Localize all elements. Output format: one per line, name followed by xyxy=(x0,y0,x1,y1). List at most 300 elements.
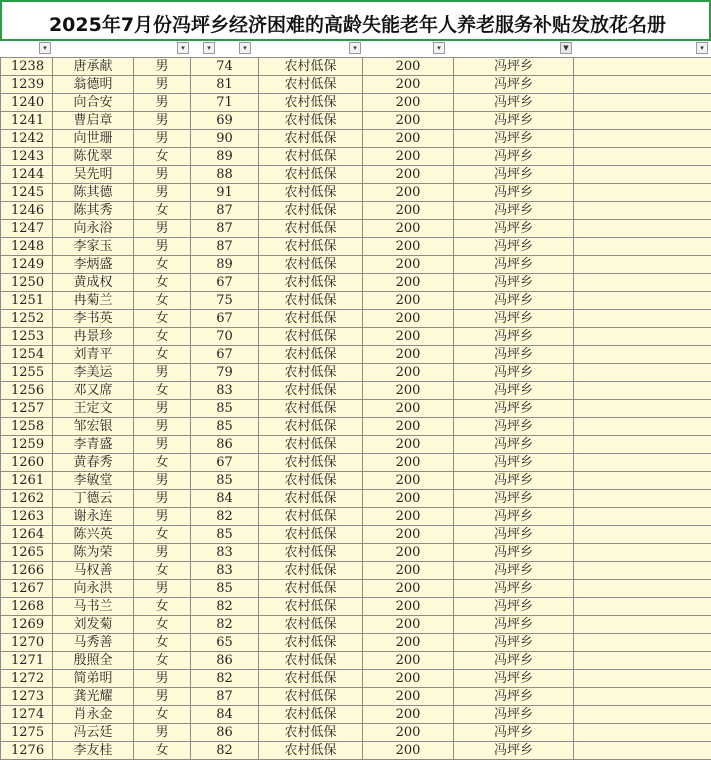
cell-amount[interactable]: 200 xyxy=(363,562,454,580)
cell-amount[interactable]: 200 xyxy=(363,382,454,400)
cell-name[interactable]: 刘发菊 xyxy=(53,616,134,634)
cell-empty[interactable] xyxy=(574,400,711,418)
table-row[interactable] xyxy=(1,130,711,148)
table-row[interactable] xyxy=(1,274,711,292)
cell-town[interactable]: 冯坪乡 xyxy=(454,544,574,562)
cell-amount[interactable]: 200 xyxy=(363,616,454,634)
cell-age[interactable]: 82 xyxy=(191,598,259,616)
cell-amount[interactable]: 200 xyxy=(363,256,454,274)
cell-town[interactable]: 冯坪乡 xyxy=(454,238,574,256)
cell-town[interactable]: 冯坪乡 xyxy=(454,490,574,508)
cell-empty[interactable] xyxy=(574,670,711,688)
cell-no[interactable]: 1240 xyxy=(1,94,53,112)
cell-name[interactable]: 陈优翠 xyxy=(53,148,134,166)
cell-town[interactable]: 冯坪乡 xyxy=(454,76,574,94)
cell-name[interactable]: 吴先明 xyxy=(53,166,134,184)
cell-name[interactable]: 冉菊兰 xyxy=(53,292,134,310)
table-row[interactable] xyxy=(1,328,711,346)
filter-dropdown-no[interactable]: ▾ xyxy=(39,42,51,54)
cell-town[interactable]: 冯坪乡 xyxy=(454,742,574,760)
table-row[interactable] xyxy=(1,238,711,256)
cell-age[interactable]: 65 xyxy=(191,634,259,652)
cell-sex[interactable]: 女 xyxy=(134,274,191,292)
cell-sex[interactable]: 女 xyxy=(134,310,191,328)
cell-type[interactable]: 农村低保 xyxy=(259,382,363,400)
cell-no[interactable]: 1245 xyxy=(1,184,53,202)
cell-town[interactable]: 冯坪乡 xyxy=(454,310,574,328)
cell-sex[interactable]: 男 xyxy=(134,400,191,418)
cell-type[interactable]: 农村低保 xyxy=(259,220,363,238)
cell-amount[interactable]: 200 xyxy=(363,112,454,130)
cell-empty[interactable] xyxy=(574,364,711,382)
cell-name[interactable]: 陈其秀 xyxy=(53,202,134,220)
cell-empty[interactable] xyxy=(574,526,711,544)
cell-age[interactable]: 75 xyxy=(191,292,259,310)
cell-amount[interactable]: 200 xyxy=(363,490,454,508)
cell-age[interactable]: 88 xyxy=(191,166,259,184)
table-row[interactable] xyxy=(1,166,711,184)
cell-age[interactable]: 83 xyxy=(191,562,259,580)
cell-type[interactable]: 农村低保 xyxy=(259,454,363,472)
cell-type[interactable]: 农村低保 xyxy=(259,526,363,544)
cell-age[interactable]: 85 xyxy=(191,400,259,418)
table-row[interactable] xyxy=(1,580,711,598)
cell-sex[interactable]: 女 xyxy=(134,382,191,400)
cell-age[interactable]: 85 xyxy=(191,418,259,436)
cell-type[interactable]: 农村低保 xyxy=(259,742,363,760)
cell-town[interactable]: 冯坪乡 xyxy=(454,58,574,76)
cell-age[interactable]: 86 xyxy=(191,652,259,670)
cell-town[interactable]: 冯坪乡 xyxy=(454,94,574,112)
cell-age[interactable]: 83 xyxy=(191,544,259,562)
cell-age[interactable]: 70 xyxy=(191,328,259,346)
cell-name[interactable]: 陈为荣 xyxy=(53,544,134,562)
cell-amount[interactable]: 200 xyxy=(363,166,454,184)
cell-amount[interactable]: 200 xyxy=(363,670,454,688)
cell-no[interactable]: 1248 xyxy=(1,238,53,256)
cell-sex[interactable]: 男 xyxy=(134,220,191,238)
cell-town[interactable]: 冯坪乡 xyxy=(454,616,574,634)
cell-type[interactable]: 农村低保 xyxy=(259,76,363,94)
cell-age[interactable]: 84 xyxy=(191,706,259,724)
cell-no[interactable]: 1273 xyxy=(1,688,53,706)
cell-age[interactable]: 89 xyxy=(191,256,259,274)
cell-sex[interactable]: 男 xyxy=(134,130,191,148)
cell-age[interactable]: 67 xyxy=(191,346,259,364)
cell-age[interactable]: 82 xyxy=(191,742,259,760)
table-row[interactable] xyxy=(1,256,711,274)
table-row[interactable] xyxy=(1,202,711,220)
cell-amount[interactable]: 200 xyxy=(363,364,454,382)
cell-empty[interactable] xyxy=(574,436,711,454)
cell-empty[interactable] xyxy=(574,508,711,526)
cell-no[interactable]: 1238 xyxy=(1,58,53,76)
cell-age[interactable]: 85 xyxy=(191,526,259,544)
cell-no[interactable]: 1267 xyxy=(1,580,53,598)
cell-empty[interactable] xyxy=(574,58,711,76)
cell-no[interactable]: 1262 xyxy=(1,490,53,508)
cell-name[interactable]: 冉景珍 xyxy=(53,328,134,346)
cell-no[interactable]: 1275 xyxy=(1,724,53,742)
cell-town[interactable]: 冯坪乡 xyxy=(454,220,574,238)
cell-amount[interactable]: 200 xyxy=(363,220,454,238)
table-row[interactable] xyxy=(1,724,711,742)
table-row[interactable] xyxy=(1,688,711,706)
table-row[interactable] xyxy=(1,706,711,724)
cell-name[interactable]: 李敏堂 xyxy=(53,472,134,490)
cell-name[interactable]: 陈兴英 xyxy=(53,526,134,544)
cell-empty[interactable] xyxy=(574,256,711,274)
cell-sex[interactable]: 女 xyxy=(134,562,191,580)
cell-amount[interactable]: 200 xyxy=(363,202,454,220)
cell-name[interactable]: 李美运 xyxy=(53,364,134,382)
cell-empty[interactable] xyxy=(574,688,711,706)
cell-name[interactable]: 李家玉 xyxy=(53,238,134,256)
cell-empty[interactable] xyxy=(574,706,711,724)
cell-type[interactable]: 农村低保 xyxy=(259,292,363,310)
table-row[interactable] xyxy=(1,58,711,76)
cell-town[interactable]: 冯坪乡 xyxy=(454,688,574,706)
cell-type[interactable]: 农村低保 xyxy=(259,256,363,274)
table-row[interactable] xyxy=(1,310,711,328)
cell-town[interactable]: 冯坪乡 xyxy=(454,166,574,184)
cell-empty[interactable] xyxy=(574,580,711,598)
cell-town[interactable]: 冯坪乡 xyxy=(454,670,574,688)
cell-type[interactable]: 农村低保 xyxy=(259,112,363,130)
table-row[interactable] xyxy=(1,94,711,112)
cell-no[interactable]: 1271 xyxy=(1,652,53,670)
cell-town[interactable]: 冯坪乡 xyxy=(454,400,574,418)
cell-sex[interactable]: 女 xyxy=(134,706,191,724)
cell-sex[interactable]: 女 xyxy=(134,328,191,346)
cell-amount[interactable]: 200 xyxy=(363,724,454,742)
cell-sex[interactable]: 女 xyxy=(134,346,191,364)
cell-name[interactable]: 向永洪 xyxy=(53,580,134,598)
cell-empty[interactable] xyxy=(574,598,711,616)
cell-amount[interactable]: 200 xyxy=(363,436,454,454)
cell-name[interactable]: 刘青平 xyxy=(53,346,134,364)
cell-town[interactable]: 冯坪乡 xyxy=(454,454,574,472)
cell-town[interactable]: 冯坪乡 xyxy=(454,328,574,346)
cell-amount[interactable]: 200 xyxy=(363,508,454,526)
cell-no[interactable]: 1242 xyxy=(1,130,53,148)
cell-empty[interactable] xyxy=(574,418,711,436)
filter-dropdown-type[interactable]: ▾ xyxy=(349,42,361,54)
filter-dropdown-sex[interactable]: ▾ xyxy=(203,42,215,54)
cell-empty[interactable] xyxy=(574,490,711,508)
table-row[interactable] xyxy=(1,742,711,760)
cell-empty[interactable] xyxy=(574,652,711,670)
cell-sex[interactable]: 男 xyxy=(134,580,191,598)
filter-dropdown-age[interactable]: ▾ xyxy=(239,42,251,54)
title-cell[interactable] xyxy=(0,0,711,41)
cell-age[interactable]: 83 xyxy=(191,382,259,400)
table-row[interactable] xyxy=(1,346,711,364)
cell-name[interactable]: 翁德明 xyxy=(53,76,134,94)
table-row[interactable] xyxy=(1,436,711,454)
cell-age[interactable]: 74 xyxy=(191,58,259,76)
cell-sex[interactable]: 男 xyxy=(134,166,191,184)
cell-amount[interactable]: 200 xyxy=(363,346,454,364)
cell-type[interactable]: 农村低保 xyxy=(259,706,363,724)
cell-empty[interactable] xyxy=(574,148,711,166)
cell-sex[interactable]: 男 xyxy=(134,544,191,562)
cell-amount[interactable]: 200 xyxy=(363,580,454,598)
cell-no[interactable]: 1243 xyxy=(1,148,53,166)
cell-type[interactable]: 农村低保 xyxy=(259,508,363,526)
table-row[interactable] xyxy=(1,544,711,562)
cell-sex[interactable]: 男 xyxy=(134,472,191,490)
cell-amount[interactable]: 200 xyxy=(363,400,454,418)
cell-amount[interactable]: 200 xyxy=(363,472,454,490)
cell-sex[interactable]: 女 xyxy=(134,634,191,652)
cell-type[interactable]: 农村低保 xyxy=(259,58,363,76)
cell-no[interactable]: 1244 xyxy=(1,166,53,184)
cell-town[interactable]: 冯坪乡 xyxy=(454,256,574,274)
cell-age[interactable]: 84 xyxy=(191,490,259,508)
cell-type[interactable]: 农村低保 xyxy=(259,544,363,562)
table-row[interactable] xyxy=(1,526,711,544)
cell-empty[interactable] xyxy=(574,112,711,130)
cell-name[interactable]: 肖永金 xyxy=(53,706,134,724)
cell-empty[interactable] xyxy=(574,472,711,490)
cell-type[interactable]: 农村低保 xyxy=(259,688,363,706)
cell-no[interactable]: 1253 xyxy=(1,328,53,346)
table-row[interactable] xyxy=(1,292,711,310)
cell-name[interactable]: 殷照全 xyxy=(53,652,134,670)
cell-town[interactable]: 冯坪乡 xyxy=(454,724,574,742)
cell-age[interactable]: 85 xyxy=(191,580,259,598)
cell-town[interactable]: 冯坪乡 xyxy=(454,184,574,202)
cell-town[interactable]: 冯坪乡 xyxy=(454,382,574,400)
cell-name[interactable]: 陈其德 xyxy=(53,184,134,202)
cell-age[interactable]: 87 xyxy=(191,238,259,256)
cell-age[interactable]: 87 xyxy=(191,688,259,706)
cell-town[interactable]: 冯坪乡 xyxy=(454,436,574,454)
cell-type[interactable]: 农村低保 xyxy=(259,652,363,670)
cell-empty[interactable] xyxy=(574,562,711,580)
cell-amount[interactable]: 200 xyxy=(363,688,454,706)
cell-town[interactable]: 冯坪乡 xyxy=(454,598,574,616)
cell-name[interactable]: 黄春秀 xyxy=(53,454,134,472)
cell-empty[interactable] xyxy=(574,454,711,472)
cell-sex[interactable]: 男 xyxy=(134,184,191,202)
cell-town[interactable]: 冯坪乡 xyxy=(454,130,574,148)
cell-sex[interactable]: 女 xyxy=(134,292,191,310)
table-row[interactable] xyxy=(1,112,711,130)
cell-sex[interactable]: 男 xyxy=(134,112,191,130)
cell-sex[interactable]: 男 xyxy=(134,436,191,454)
cell-name[interactable]: 向合安 xyxy=(53,94,134,112)
cell-no[interactable]: 1246 xyxy=(1,202,53,220)
cell-age[interactable]: 82 xyxy=(191,616,259,634)
cell-no[interactable]: 1272 xyxy=(1,670,53,688)
filter-dropdown-amount[interactable]: ▾ xyxy=(433,42,445,54)
cell-age[interactable]: 82 xyxy=(191,508,259,526)
cell-town[interactable]: 冯坪乡 xyxy=(454,292,574,310)
table-row[interactable] xyxy=(1,490,711,508)
cell-name[interactable]: 冯云廷 xyxy=(53,724,134,742)
cell-no[interactable]: 1274 xyxy=(1,706,53,724)
filter-active-icon[interactable]: ▼ xyxy=(560,42,572,54)
cell-age[interactable]: 67 xyxy=(191,274,259,292)
cell-sex[interactable]: 女 xyxy=(134,742,191,760)
cell-amount[interactable]: 200 xyxy=(363,652,454,670)
cell-age[interactable]: 82 xyxy=(191,670,259,688)
cell-type[interactable]: 农村低保 xyxy=(259,328,363,346)
cell-type[interactable]: 农村低保 xyxy=(259,670,363,688)
cell-sex[interactable]: 女 xyxy=(134,148,191,166)
cell-amount[interactable]: 200 xyxy=(363,328,454,346)
table-row[interactable] xyxy=(1,562,711,580)
table-row[interactable] xyxy=(1,220,711,238)
cell-sex[interactable]: 男 xyxy=(134,724,191,742)
cell-no[interactable]: 1268 xyxy=(1,598,53,616)
cell-amount[interactable]: 200 xyxy=(363,598,454,616)
cell-no[interactable]: 1249 xyxy=(1,256,53,274)
cell-empty[interactable] xyxy=(574,94,711,112)
table-row[interactable] xyxy=(1,508,711,526)
cell-empty[interactable] xyxy=(574,184,711,202)
cell-no[interactable]: 1265 xyxy=(1,544,53,562)
cell-type[interactable]: 农村低保 xyxy=(259,616,363,634)
cell-name[interactable]: 马权善 xyxy=(53,562,134,580)
cell-sex[interactable]: 女 xyxy=(134,652,191,670)
table-row[interactable] xyxy=(1,652,711,670)
cell-empty[interactable] xyxy=(574,220,711,238)
cell-age[interactable]: 86 xyxy=(191,724,259,742)
filter-dropdown-extra[interactable]: ▾ xyxy=(696,42,708,54)
cell-type[interactable]: 农村低保 xyxy=(259,400,363,418)
cell-age[interactable]: 89 xyxy=(191,148,259,166)
cell-no[interactable]: 1247 xyxy=(1,220,53,238)
cell-empty[interactable] xyxy=(574,616,711,634)
cell-amount[interactable]: 200 xyxy=(363,634,454,652)
cell-sex[interactable]: 男 xyxy=(134,418,191,436)
cell-empty[interactable] xyxy=(574,76,711,94)
cell-amount[interactable]: 200 xyxy=(363,76,454,94)
cell-sex[interactable]: 女 xyxy=(134,454,191,472)
cell-no[interactable]: 1266 xyxy=(1,562,53,580)
cell-name[interactable]: 马秀善 xyxy=(53,634,134,652)
table-row[interactable] xyxy=(1,616,711,634)
cell-type[interactable]: 农村低保 xyxy=(259,346,363,364)
cell-empty[interactable] xyxy=(574,634,711,652)
cell-name[interactable]: 简弟明 xyxy=(53,670,134,688)
cell-name[interactable]: 丁德云 xyxy=(53,490,134,508)
cell-empty[interactable] xyxy=(574,130,711,148)
cell-empty[interactable] xyxy=(574,202,711,220)
cell-empty[interactable] xyxy=(574,382,711,400)
cell-town[interactable]: 冯坪乡 xyxy=(454,508,574,526)
cell-town[interactable]: 冯坪乡 xyxy=(454,346,574,364)
cell-type[interactable]: 农村低保 xyxy=(259,238,363,256)
cell-empty[interactable] xyxy=(574,238,711,256)
cell-age[interactable]: 90 xyxy=(191,130,259,148)
table-row[interactable] xyxy=(1,364,711,382)
cell-amount[interactable]: 200 xyxy=(363,274,454,292)
cell-no[interactable]: 1239 xyxy=(1,76,53,94)
cell-age[interactable]: 87 xyxy=(191,220,259,238)
cell-type[interactable]: 农村低保 xyxy=(259,310,363,328)
cell-sex[interactable]: 男 xyxy=(134,94,191,112)
cell-sex[interactable]: 女 xyxy=(134,526,191,544)
cell-empty[interactable] xyxy=(574,292,711,310)
cell-name[interactable]: 李炳盛 xyxy=(53,256,134,274)
cell-sex[interactable]: 男 xyxy=(134,364,191,382)
cell-no[interactable]: 1270 xyxy=(1,634,53,652)
cell-town[interactable]: 冯坪乡 xyxy=(454,562,574,580)
cell-town[interactable]: 冯坪乡 xyxy=(454,526,574,544)
cell-type[interactable]: 农村低保 xyxy=(259,274,363,292)
cell-age[interactable]: 86 xyxy=(191,436,259,454)
cell-name[interactable]: 李青盛 xyxy=(53,436,134,454)
cell-age[interactable]: 67 xyxy=(191,454,259,472)
cell-name[interactable]: 唐承献 xyxy=(53,58,134,76)
cell-type[interactable]: 农村低保 xyxy=(259,418,363,436)
cell-name[interactable]: 黄成权 xyxy=(53,274,134,292)
table-row[interactable] xyxy=(1,670,711,688)
cell-amount[interactable]: 200 xyxy=(363,544,454,562)
cell-town[interactable]: 冯坪乡 xyxy=(454,274,574,292)
cell-sex[interactable]: 男 xyxy=(134,238,191,256)
table-row[interactable] xyxy=(1,382,711,400)
cell-no[interactable]: 1269 xyxy=(1,616,53,634)
cell-sex[interactable]: 女 xyxy=(134,616,191,634)
cell-amount[interactable]: 200 xyxy=(363,742,454,760)
cell-no[interactable]: 1241 xyxy=(1,112,53,130)
cell-no[interactable]: 1264 xyxy=(1,526,53,544)
cell-no[interactable]: 1252 xyxy=(1,310,53,328)
cell-no[interactable]: 1261 xyxy=(1,472,53,490)
cell-name[interactable]: 龚光耀 xyxy=(53,688,134,706)
cell-empty[interactable] xyxy=(574,310,711,328)
table-row[interactable] xyxy=(1,418,711,436)
cell-amount[interactable]: 200 xyxy=(363,526,454,544)
cell-age[interactable]: 91 xyxy=(191,184,259,202)
cell-name[interactable]: 邹宏银 xyxy=(53,418,134,436)
cell-type[interactable]: 农村低保 xyxy=(259,562,363,580)
cell-sex[interactable]: 女 xyxy=(134,202,191,220)
cell-type[interactable]: 农村低保 xyxy=(259,472,363,490)
cell-no[interactable]: 1263 xyxy=(1,508,53,526)
cell-type[interactable]: 农村低保 xyxy=(259,184,363,202)
table-row[interactable] xyxy=(1,184,711,202)
cell-town[interactable]: 冯坪乡 xyxy=(454,706,574,724)
cell-name[interactable]: 向永浴 xyxy=(53,220,134,238)
cell-town[interactable]: 冯坪乡 xyxy=(454,364,574,382)
cell-sex[interactable]: 男 xyxy=(134,490,191,508)
cell-no[interactable]: 1251 xyxy=(1,292,53,310)
cell-type[interactable]: 农村低保 xyxy=(259,148,363,166)
cell-type[interactable]: 农村低保 xyxy=(259,202,363,220)
cell-empty[interactable] xyxy=(574,544,711,562)
cell-type[interactable]: 农村低保 xyxy=(259,364,363,382)
table-row[interactable] xyxy=(1,598,711,616)
cell-age[interactable]: 79 xyxy=(191,364,259,382)
cell-no[interactable]: 1256 xyxy=(1,382,53,400)
cell-type[interactable]: 农村低保 xyxy=(259,436,363,454)
cell-amount[interactable]: 200 xyxy=(363,706,454,724)
cell-age[interactable]: 85 xyxy=(191,472,259,490)
cell-sex[interactable]: 男 xyxy=(134,508,191,526)
cell-sex[interactable]: 男 xyxy=(134,76,191,94)
cell-amount[interactable]: 200 xyxy=(363,94,454,112)
cell-town[interactable]: 冯坪乡 xyxy=(454,112,574,130)
cell-type[interactable]: 农村低保 xyxy=(259,598,363,616)
cell-town[interactable]: 冯坪乡 xyxy=(454,472,574,490)
cell-name[interactable]: 谢永连 xyxy=(53,508,134,526)
